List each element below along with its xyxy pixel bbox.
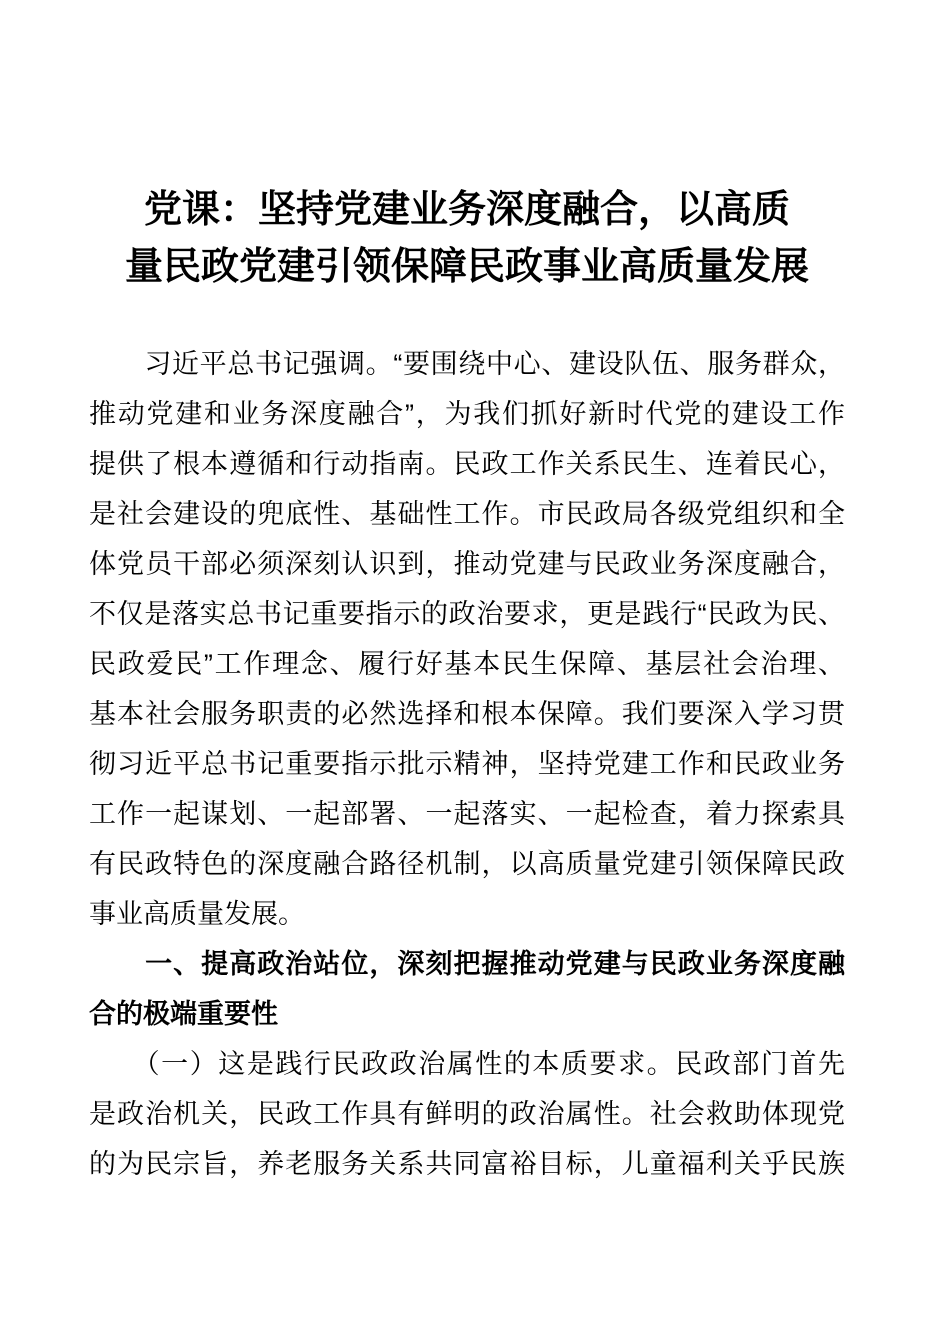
- text-line: （一）这是践行民政政治属性的本质要求。民政部门首先: [89, 1049, 845, 1079]
- paragraph: [89, 339, 845, 939]
- section-heading: [89, 939, 845, 1039]
- text-line: 习近平总书记强调。“要围绕中心、建设队伍、服务群众，: [89, 349, 845, 379]
- text-line: 基本社会服务职责的必然选择和根本保障。我们要深入学习贯: [89, 699, 845, 729]
- document-title: [89, 182, 845, 296]
- text-line: 的为民宗旨，养老服务关系共同富裕目标，儿童福利关乎民族: [89, 1149, 845, 1179]
- text-line: 不仅是落实总书记重要指示的政治要求，更是践行“民政为民、: [89, 599, 845, 629]
- text-line: 合的极端重要性: [89, 999, 278, 1029]
- document-content: [89, 182, 845, 1189]
- text-line: 是政治机关，民政工作具有鲜明的政治属性。社会救助体现党: [89, 1099, 845, 1129]
- text-line: 有民政特色的深度融合路径机制，以高质量党建引领保障民政: [89, 849, 845, 879]
- text-line: 推动党建和业务深度融合”，为我们抓好新时代党的建设工作: [89, 399, 845, 429]
- text-line: 体党员干部必须深刻认识到，推动党建与民政业务深度融合，: [89, 549, 845, 579]
- document-body: [89, 339, 845, 1189]
- text-line: 提供了根本遵循和行动指南。民政工作关系民生、连着民心，: [89, 449, 845, 479]
- text-line: 彻习近平总书记重要指示批示精神，坚持党建工作和民政业务: [89, 749, 845, 779]
- text-line: 民政爱民”工作理念、履行好基本民生保障、基层社会治理、: [89, 649, 845, 679]
- paragraph: [89, 1039, 845, 1189]
- text-line: 一、提高政治站位，深刻把握推动党建与民政业务深度融: [89, 949, 845, 979]
- text-line: 事业高质量发展。: [89, 899, 305, 929]
- text-line: 是社会建设的兜底性、基础性工作。市民政局各级党组织和全: [89, 499, 845, 529]
- title-line: 党课：坚持党建业务深度融合，以高质: [143, 189, 790, 231]
- text-line: 工作一起谋划、一起部署、一起落实、一起检查，着力探索具: [89, 799, 845, 829]
- title-line: 量民政党建引领保障民政事业高质量发展: [124, 246, 809, 288]
